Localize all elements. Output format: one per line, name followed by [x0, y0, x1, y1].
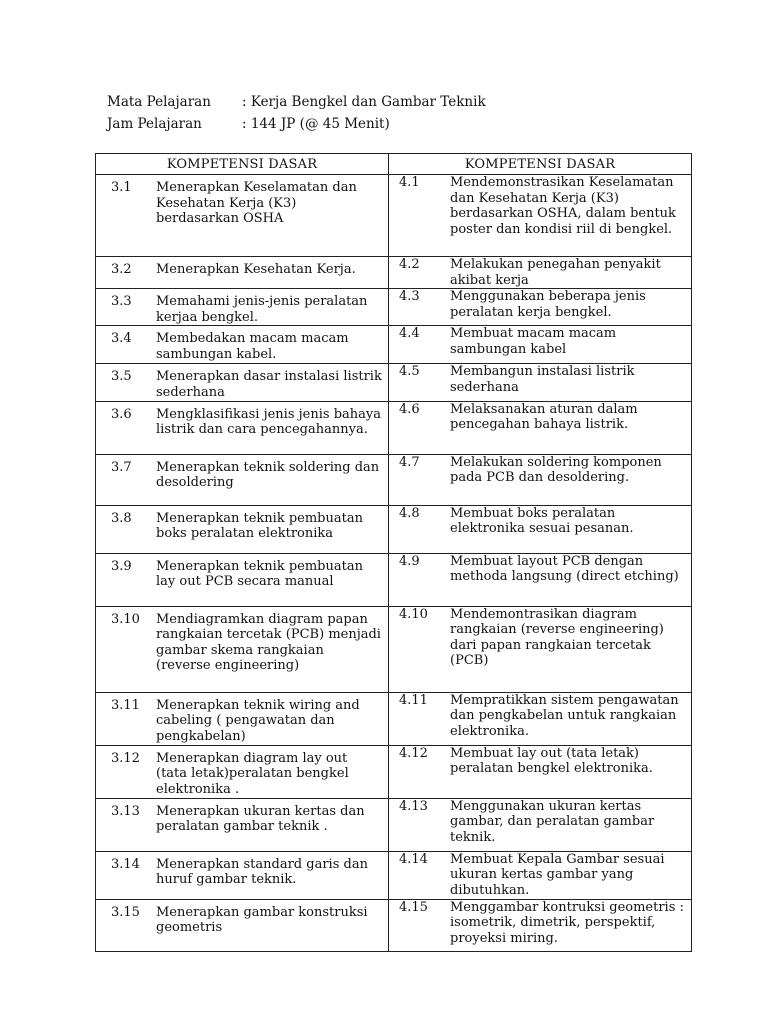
kd-entry	[389, 289, 691, 320]
table-row	[96, 257, 692, 289]
kd-entry	[389, 455, 691, 486]
kd-cell-keterampilan	[389, 798, 692, 851]
kd-entry	[96, 402, 388, 438]
kd-number: 3.14	[111, 856, 140, 872]
kd-entry	[389, 175, 691, 237]
kd-text: Menerapkan standard garis dan huruf gambar teknik.	[156, 856, 368, 888]
table-row	[96, 454, 692, 505]
table-body	[96, 175, 692, 952]
kd-text: Mempratikkan sistem pengawatan dan pengkabelan untuk rangkaian elektronika.	[450, 692, 679, 739]
kd-number: 3.13	[111, 803, 140, 819]
kompetensi-dasar-table	[95, 153, 692, 952]
kd-text: Membedakan macam macam sambungan kabel.	[156, 331, 349, 362]
kd-number: 3.1	[111, 180, 132, 195]
kd-number: 3.9	[111, 558, 132, 574]
kd-number: 3.11	[111, 697, 140, 713]
table-row	[96, 606, 692, 692]
kd-cell-pengetahuan	[96, 364, 389, 401]
kd-cell-pengetahuan	[96, 553, 389, 606]
kd-text: Melaksanakan aturan dalam pencegahan bahaya listrik.	[450, 401, 638, 433]
kd-entry	[389, 746, 691, 777]
column-header-right: KOMPETENSI DASAR	[389, 154, 692, 175]
table-row	[96, 175, 692, 257]
kd-entry	[389, 506, 691, 537]
kd-text: Mengklasifikasi jenis jenis bahaya listrik dan cara pencegahannya.	[156, 406, 381, 438]
kd-text: Menerapkan teknik soldering dan desoldering	[156, 459, 380, 491]
kd-text: Menggunakan ukuran kertas gambar, dan peralatan gambar teknik.	[450, 798, 655, 845]
kd-text: Menggunakan beberapa jenis peralatan kerja bengkel.	[450, 289, 646, 320]
kd-cell-keterampilan	[389, 454, 692, 505]
kd-text: Melakukan penegahan penyakit akibat kerja	[450, 257, 661, 288]
kd-number: 3.6	[111, 406, 132, 422]
kd-cell-pengetahuan	[96, 326, 389, 364]
kd-entry	[389, 799, 691, 846]
kd-entry	[96, 799, 388, 835]
kd-number: 3.2	[111, 262, 132, 277]
kd-entry	[389, 402, 691, 433]
kd-cell-keterampilan	[389, 364, 692, 401]
table-row	[96, 745, 692, 798]
kd-entry	[389, 257, 691, 288]
kd-number: 3.15	[111, 904, 140, 920]
kd-text: Membuat Kepala Gambar sesuai ukuran kertas gambar yang dibutuhkan.	[450, 851, 665, 898]
kd-number: 4.8	[399, 505, 420, 521]
kd-cell-keterampilan	[389, 401, 692, 454]
kd-entry	[96, 455, 388, 491]
kd-number: 4.3	[399, 289, 420, 305]
kd-number: 3.7	[111, 459, 132, 475]
kd-number: 4.6	[399, 401, 420, 417]
kd-text: Mendemontrasikan diagram rangkaian (reverse engineering) dari papan rangkaian tercetak (PCB)	[450, 606, 664, 669]
kd-entry	[389, 364, 691, 395]
kd-text: Menerapkan Kesehatan Kerja.	[156, 262, 356, 277]
kd-cell-keterampilan	[389, 899, 692, 951]
kd-entry	[96, 289, 388, 325]
mata-pelajaran-value: : Kerja Bengkel dan Gambar Teknik	[242, 94, 486, 110]
kd-number: 4.10	[399, 606, 428, 622]
kd-text: Membuat lay out (tata letak) peralatan bengkel elektronika.	[450, 745, 653, 777]
kd-cell-pengetahuan	[96, 505, 389, 553]
mata-pelajaran-label: Mata Pelajaran	[107, 94, 211, 110]
kd-number: 3.8	[111, 510, 132, 526]
kd-cell-pengetahuan	[96, 606, 389, 692]
jam-pelajaran-row	[107, 113, 486, 135]
table-row	[96, 289, 692, 326]
kd-number: 4.2	[399, 257, 420, 272]
table-row	[96, 505, 692, 553]
kd-text: Menerapkan diagram lay out (tata letak)peralatan bengkel elektronika .	[156, 750, 349, 797]
kd-text: Menerapkan Keselamatan dan Kesehatan Kerja (K3) berdasarkan OSHA	[156, 180, 357, 227]
kd-entry	[96, 900, 388, 936]
table-row	[96, 401, 692, 454]
kd-number: 4.1	[399, 175, 420, 190]
document-header	[107, 91, 486, 135]
kd-text: Menggambar kontruksi geometris : isometrik, dimetrik, perspektif, proyeksi miring.	[450, 899, 684, 946]
kd-cell-pengetahuan	[96, 175, 389, 257]
kd-number: 4.7	[399, 454, 420, 470]
kd-text: Membuat macam macam sambungan kabel	[450, 326, 617, 357]
kd-cell-pengetahuan	[96, 899, 389, 951]
kd-number: 3.12	[111, 750, 140, 766]
kd-number: 4.9	[399, 553, 420, 569]
kd-entry	[96, 506, 388, 542]
kd-number: 4.13	[399, 798, 428, 814]
kd-number: 4.15	[399, 899, 428, 915]
kd-text: Menerapkan teknik pembuatan boks peralatan elektronika	[156, 510, 363, 542]
table-row	[96, 364, 692, 401]
kd-text: Melakukan soldering komponen pada PCB dan desoldering.	[450, 454, 662, 486]
kd-cell-pengetahuan	[96, 401, 389, 454]
kd-entry	[96, 746, 388, 798]
kd-cell-pengetahuan	[96, 851, 389, 899]
table-row	[96, 798, 692, 851]
kd-text: Membangun instalasi listrik sederhana	[450, 364, 635, 395]
kd-cell-pengetahuan	[96, 692, 389, 745]
kd-entry	[389, 852, 691, 899]
kd-number: 4.4	[399, 326, 420, 342]
kd-text: Menerapkan dasar instalasi listrik sederhana	[156, 369, 382, 400]
kd-entry	[96, 554, 388, 590]
jam-pelajaran-value: : 144 JP (@ 45 Menit)	[242, 116, 390, 132]
jam-pelajaran-label: Jam Pelajaran	[107, 116, 202, 132]
kd-cell-keterampilan	[389, 326, 692, 364]
kd-number: 3.5	[111, 369, 132, 385]
kd-entry	[96, 326, 388, 362]
kd-number: 4.14	[399, 851, 428, 867]
kd-text: Membuat boks peralatan elektronika sesuai pesanan.	[450, 505, 634, 537]
kd-text: Mendiagramkan diagram papan rangkaian tercetak (PCB) menjadi gambar skema rangkaian (reverse engineering)	[156, 611, 381, 674]
kd-cell-keterampilan	[389, 553, 692, 606]
kd-cell-pengetahuan	[96, 257, 389, 289]
kd-cell-keterampilan	[389, 745, 692, 798]
kd-cell-pengetahuan	[96, 289, 389, 326]
kd-cell-pengetahuan	[96, 454, 389, 505]
kd-entry	[389, 607, 691, 669]
kd-cell-keterampilan	[389, 851, 692, 899]
kd-entry	[389, 554, 691, 585]
kd-entry	[96, 693, 388, 745]
kd-cell-keterampilan	[389, 175, 692, 257]
kd-entry	[389, 900, 691, 947]
kd-number: 3.3	[111, 294, 132, 310]
kd-number: 4.5	[399, 364, 420, 380]
kd-number: 4.12	[399, 745, 428, 761]
table-row	[96, 326, 692, 364]
kd-entry	[96, 175, 388, 227]
kd-text: Mendemonstrasikan Keselamatan dan Kesehatan Kerja (K3) berdasarkan OSHA, dalam bentuk poster dan kondisi riil di bengkel.	[450, 175, 676, 237]
table-row	[96, 899, 692, 951]
kd-entry	[96, 257, 388, 278]
kd-text: Menerapkan teknik pembuatan lay out PCB secara manual	[156, 558, 363, 590]
kd-entry	[389, 693, 691, 740]
kd-text: Memahami jenis-jenis peralatan kerjaa bengkel.	[156, 294, 368, 325]
column-header-left: KOMPETENSI DASAR	[96, 154, 389, 175]
mata-pelajaran-row	[107, 91, 486, 113]
kd-entry	[389, 326, 691, 357]
kd-cell-keterampilan	[389, 505, 692, 553]
kd-cell-keterampilan	[389, 289, 692, 326]
table-row	[96, 851, 692, 899]
table-header-row	[96, 154, 692, 175]
kd-text: Menerapkan gambar konstruksi geometris	[156, 904, 368, 936]
kd-entry	[96, 607, 388, 674]
kd-cell-keterampilan	[389, 257, 692, 289]
table-row	[96, 553, 692, 606]
table-row	[96, 692, 692, 745]
kd-number: 3.4	[111, 331, 132, 347]
kd-text: Membuat layout PCB dengan methoda langsung (direct etching)	[450, 553, 679, 585]
kd-cell-pengetahuan	[96, 798, 389, 851]
kd-entry	[96, 364, 388, 400]
kd-text: Menerapkan ukuran kertas dan peralatan gambar teknik .	[156, 803, 365, 835]
kd-cell-pengetahuan	[96, 745, 389, 798]
kd-cell-keterampilan	[389, 606, 692, 692]
kd-cell-keterampilan	[389, 692, 692, 745]
kd-text: Menerapkan teknik wiring and cabeling ( pengawatan dan pengkabelan)	[156, 697, 360, 744]
kd-number: 3.10	[111, 611, 140, 627]
kd-number: 4.11	[399, 692, 428, 708]
kd-entry	[96, 852, 388, 888]
